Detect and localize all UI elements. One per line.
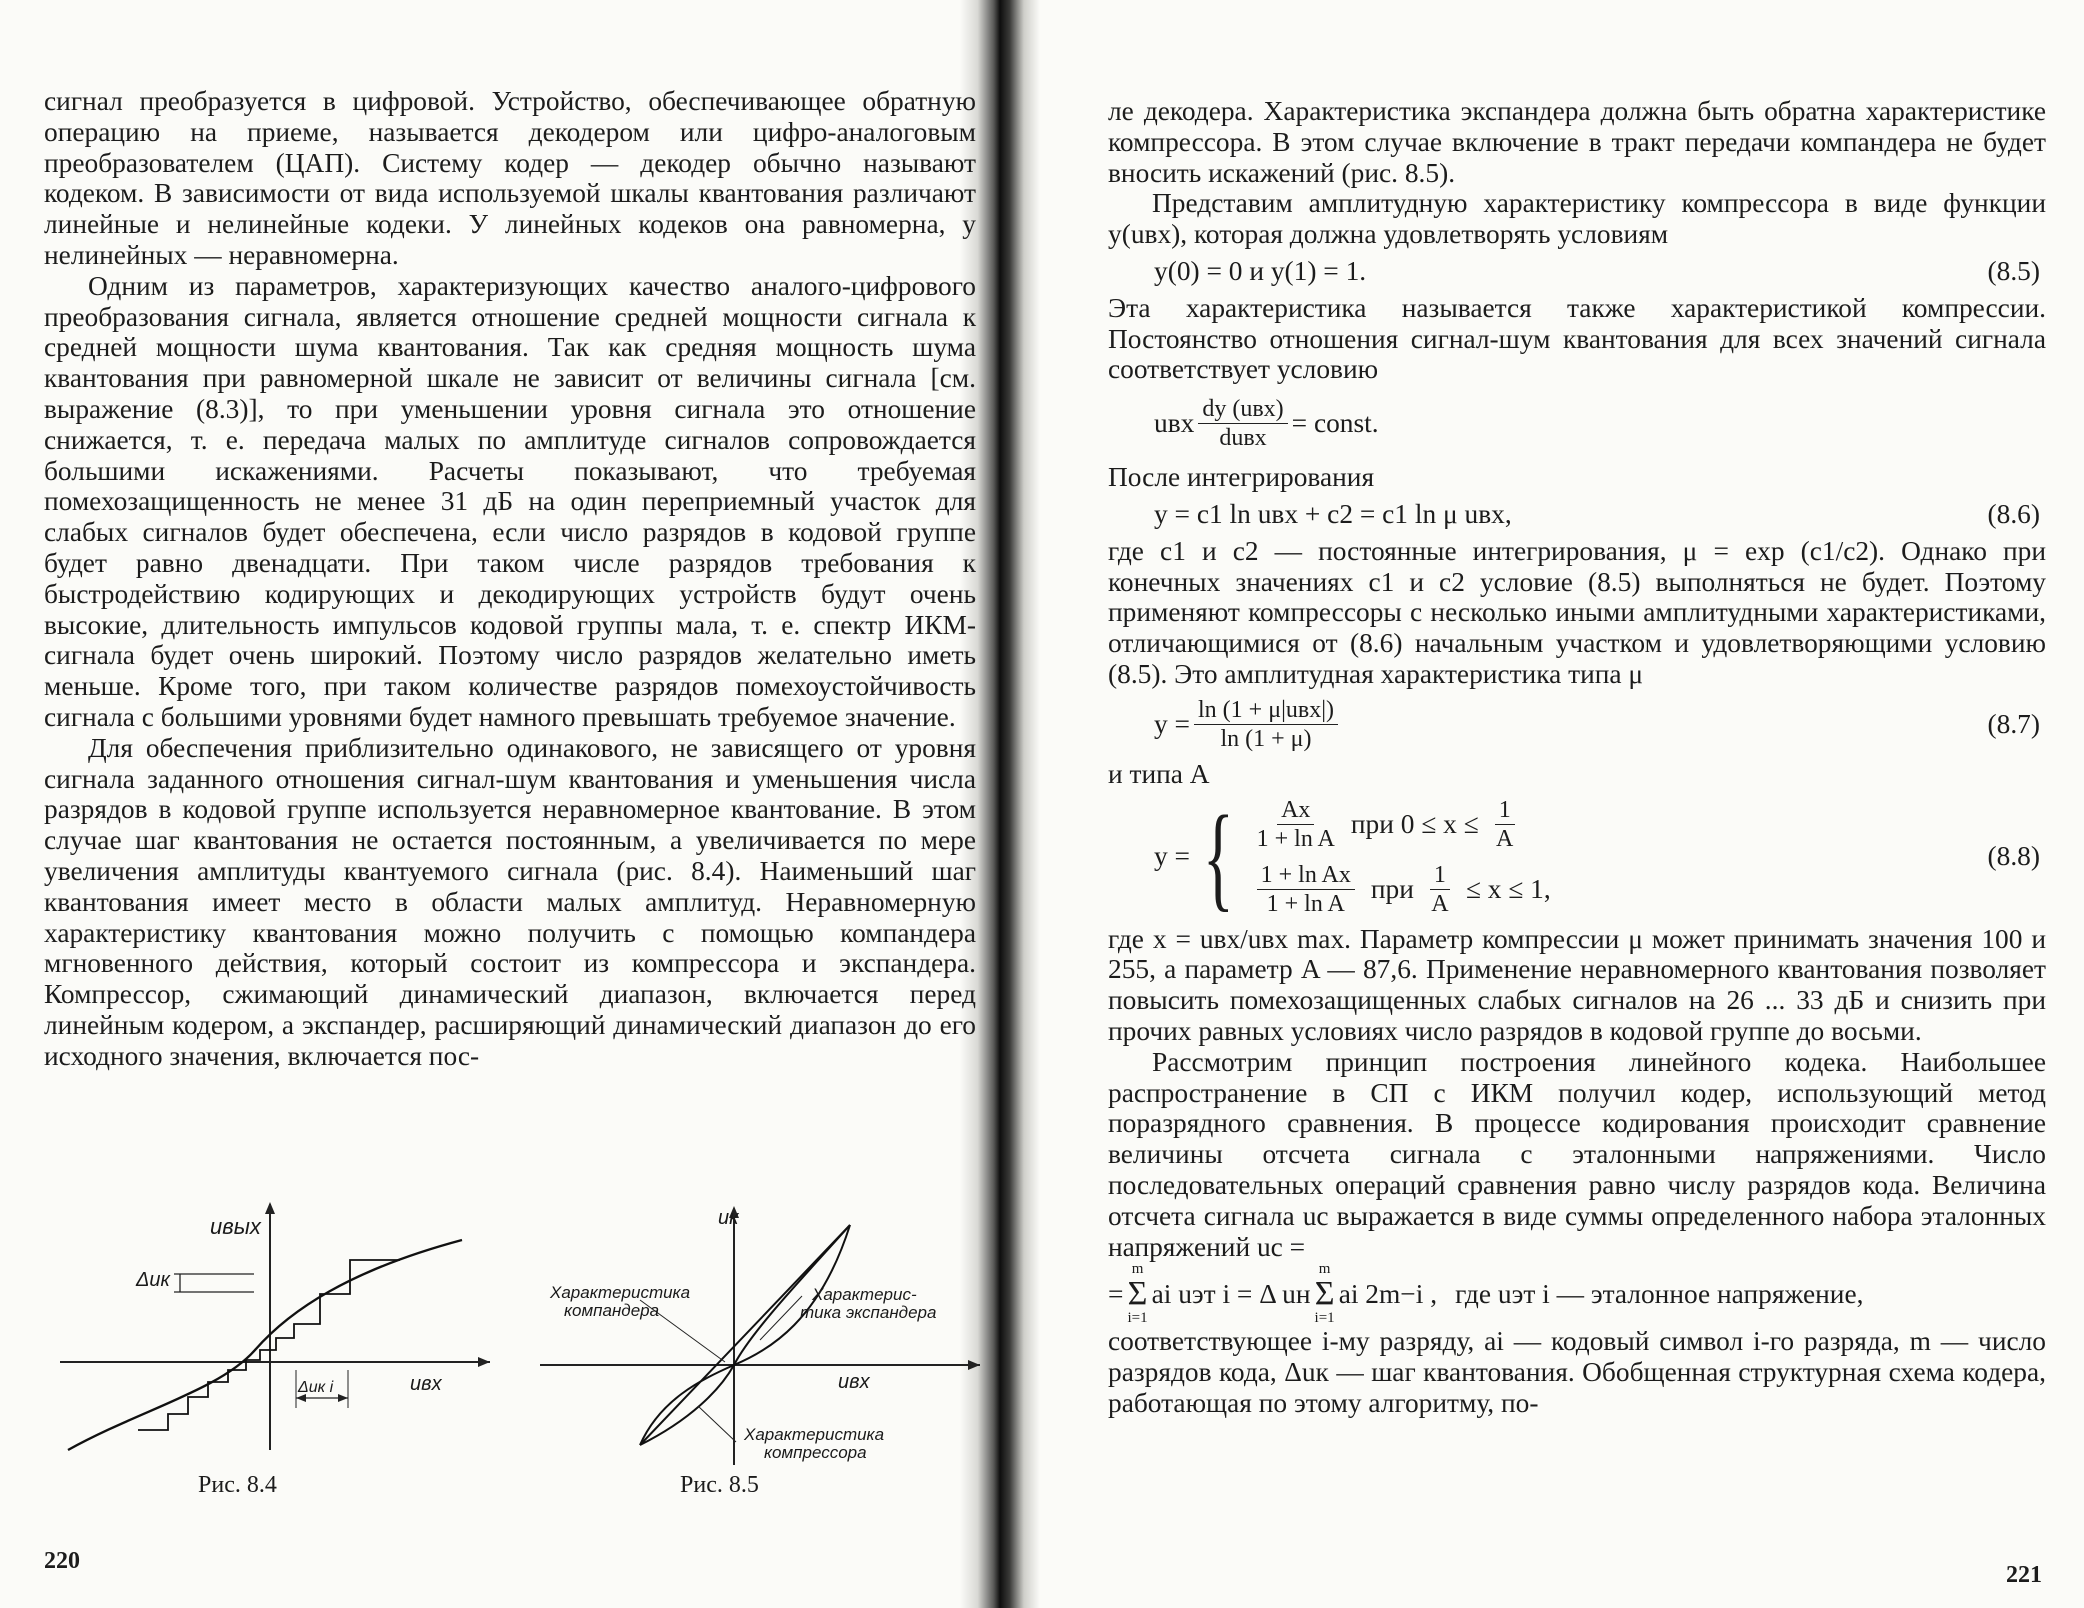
left-page-text (44, 86, 976, 1072)
y-axis-label: uк (718, 1207, 739, 1229)
fraction (1194, 696, 1338, 753)
denominator: duвх (1219, 425, 1267, 452)
sum-lower: i=1 (1127, 1310, 1148, 1327)
companding-line (640, 1225, 850, 1445)
equation-term: ai 2m−i , (1338, 1278, 1438, 1309)
denominator: A (1496, 825, 1514, 852)
brace-glyph: { (1202, 790, 1234, 922)
paragraph: Для обеспечения приблизительно одинакового, не зависящего от уровня сигнала заданного отношения сигнал-шум квантования и уменьшения числа разрядов в кодовой группе используется неравномерное квантование. В этом случае шаг квантования не остается постоянным, а увеличивается по мере увеличения амплитуды квантуемого сигнала (рис. 8.4). Наименьший шаг квантования имеет место в области малых амплитуд. Неравномерную характеристику квантования можно получить с помощью компандера мгновенного действия, который состоит из компрессора и экспандера. Компрессор, сжимающий динамический диапазон, включается перед линейным кодером, а экспандер, расширяющий динамический диапазон до его исходного значения, включается пос- (44, 732, 976, 1071)
expander-label-line2: тика экспандера (800, 1303, 937, 1322)
numerator: 1 + ln Ax (1257, 861, 1355, 890)
case-1 (1253, 796, 1551, 853)
numerator: 1 (1495, 796, 1515, 825)
numerator: 1 (1430, 861, 1450, 890)
numerator: dy (uвх) (1198, 395, 1287, 424)
equation-const (1108, 395, 2046, 452)
condition: при (1370, 873, 1414, 904)
x-axis-arrow (478, 1357, 490, 1367)
companding-label-line2: компандера (564, 1301, 660, 1320)
equation-term: = (1108, 1278, 1124, 1309)
paragraph: сигнал преобразуется в цифровой. Устройство, обеспечивающее обратную операцию на приеме, называется декодером или цифро-аналоговым преобразователем (ЦАП). Систему кодер — декодер обычно называют кодеком. В зависимости от вида используемой шкалы квантования различают линейные и нелинейные кодеки. У линейных кодеков она равномерна, у нелинейных — неравномерна. (44, 86, 976, 270)
paragraph: Эта характеристика называется также характеристикой компрессии. Постоянство отношения сигнал-шум квантования для всех значений сигнала соответствует условию (1108, 292, 2046, 385)
equation-8-7 (1108, 696, 2046, 753)
equation-number: (8.8) (1987, 841, 2040, 872)
numerator: ln (1 + μ|uвх|) (1194, 696, 1338, 725)
paragraph: Представим амплитудную характеристику компрессора в виде функции y(uвх), которая должна удовлетворять условиям (1108, 188, 2046, 250)
figure-8-4 (50, 1200, 490, 1460)
cases (1253, 796, 1551, 918)
fraction (1198, 395, 1287, 452)
page-number: 221 (2006, 1562, 2042, 1588)
equation-term: y = (1154, 708, 1190, 739)
denominator: 1 + ln A (1266, 890, 1345, 917)
x-axis-label: uвх (410, 1373, 442, 1395)
case-2 (1253, 861, 1551, 918)
x-axis-label: uвх (838, 1371, 870, 1393)
equation-term: = const. (1291, 408, 1379, 439)
equation-8-6 (1108, 499, 2046, 530)
figure-caption: Рис. 8.5 (680, 1472, 759, 1498)
paragraph: Одним из параметров, характеризующих качество аналого-цифрового преобразования сигнала, является отношение средней мощности сигнала к средней мощности шума квантования. Так как средняя мощность шума квантования при равномерной шкале не зависит от величины сигнала [см. выражение (8.3)], то при уменьшении уровня сигнала это отношение снижается, т. е. передача малых по амплитуде сигналов сопровождается большими искажениями. Расчеты показывают, что требуемая помехозащищенность не менее 31 дБ на один переприемный участок для слабых сигналов будет обеспечена, если число разрядов в кодовой группе будет равно двенадцати. При таком числе разрядов требования к быстродействию кодирующих и декодирующих устройств будут очень высокие, длительность импульсов кодовой группы мала, т. е. спектр ИКМ-сигнала будет очень широкий. Поэтому число разрядов желательно иметь меньше. Кроме того, при таком количестве разрядов помехоустойчивость сигнала с большими уровнями будет намного превышать требуемое значение. (44, 270, 976, 732)
figure-caption: Рис. 8.4 (198, 1472, 277, 1498)
sum-upper: m (1131, 1261, 1144, 1278)
paragraph: где c1 и c2 — постоянные интегрирования, μ = exp (c1/c2). Однако при конечных значениях c1 и c2 условие (8.5) выполняться не будет. Поэтому применяют компрессоры с несколько иными амплитудными характеристиками, отличающимися от (8.6) начальным участком и удовлетворяющими условию (8.5). Это амплитудная характеристика типа μ (1108, 535, 2046, 689)
equation-8-8 (1108, 790, 2046, 922)
figure-8-5 (520, 1190, 980, 1470)
right-page-text (1108, 96, 2046, 1419)
equation-number: (8.7) (1987, 708, 2040, 739)
denominator: 1 + ln A (1256, 825, 1335, 852)
sigma-symbol: m Σ i=1 (1314, 1261, 1335, 1327)
page-number: 220 (44, 1548, 80, 1574)
sum-upper: m (1318, 1261, 1331, 1278)
paragraph: где x = uвх/uвх max. Параметр компрессии μ может принимать значения 100 и 255, а параметр A — 87,6. Применение неравномерного квантования позволяет повысить помехозащищенных слабых сигналов на 26 ... 33 дБ и снизить при прочих равных условиях число разрядов в кодовой группе до восьми. (1108, 923, 2046, 1046)
denominator: A (1431, 890, 1449, 917)
companding-label-line1: Характеристика (550, 1283, 691, 1302)
paragraph: соответствующее i-му разряду, ai — кодовый символ i-го разряда, m — число разрядов кода, Δuк — шаг квантования. Обобщенная структурная схема кодера, работающая по этому алгоритму, по- (1108, 1326, 2046, 1418)
numerator: Ax (1277, 796, 1314, 825)
y-axis-label: uвых (210, 1214, 261, 1239)
equation-body: y(0) = 0 и y(1) = 1. (1154, 255, 1367, 286)
condition: при 0 ≤ x ≤ (1350, 808, 1479, 839)
equation-term: y = (1154, 841, 1190, 872)
compressor-label-line1: Характеристика (744, 1425, 885, 1444)
equation-number: (8.5) (1987, 255, 2040, 286)
equation-term: ai uэт i = Δ uн (1151, 1278, 1311, 1309)
equation-term: uвх (1154, 408, 1195, 439)
step-i-label: Δuк i (298, 1379, 334, 1396)
compressor-label-line2: компрессора (764, 1443, 867, 1462)
step-label: Δuк (136, 1269, 170, 1291)
condition: ≤ x ≤ 1, (1465, 873, 1551, 904)
equation-tail-text: где uэт i — эталонное напряжение, (1455, 1278, 1864, 1309)
paragraph: и типа A (1108, 758, 1210, 789)
paragraph: Рассмотрим принцип построения линейного кодека. Наибольшее распространение в СП с ИКМ получил кодер, использующий метод поразрядного сравнения. В процессе кодирования происходит сравнение величины отсчета сигнала с эталонными напряжениями. Число последовательных операций сравнения равно числу разрядов кода. Величина отсчета сигнала uс выражается в виде суммы определенного набора эталонных напряжений uс = (1108, 1046, 2046, 1262)
paragraph: После интегрирования (1108, 462, 1375, 493)
denominator: ln (1 + μ) (1220, 725, 1312, 752)
sum-lower: i=1 (1314, 1310, 1335, 1327)
expander-label-line1: Характерис- (812, 1285, 917, 1304)
sum-expression (1108, 1262, 2046, 1326)
y-axis-arrow (265, 1202, 275, 1214)
equation-number: (8.6) (1987, 498, 2040, 529)
equation-8-5 (1108, 256, 2046, 287)
sigma-symbol: m Σ i=1 (1127, 1261, 1148, 1327)
equation-body: y = c1 ln uвх + c2 = c1 ln μ uвх, (1154, 498, 1512, 529)
paragraph: ле декодера. Характеристика экспандера должна быть обратна характеристике компрессора. В этом случае включение в тракт передачи компандера не будет вносить искажений (рис. 8.5). (1108, 96, 2046, 188)
compressor-curve (68, 1240, 462, 1450)
